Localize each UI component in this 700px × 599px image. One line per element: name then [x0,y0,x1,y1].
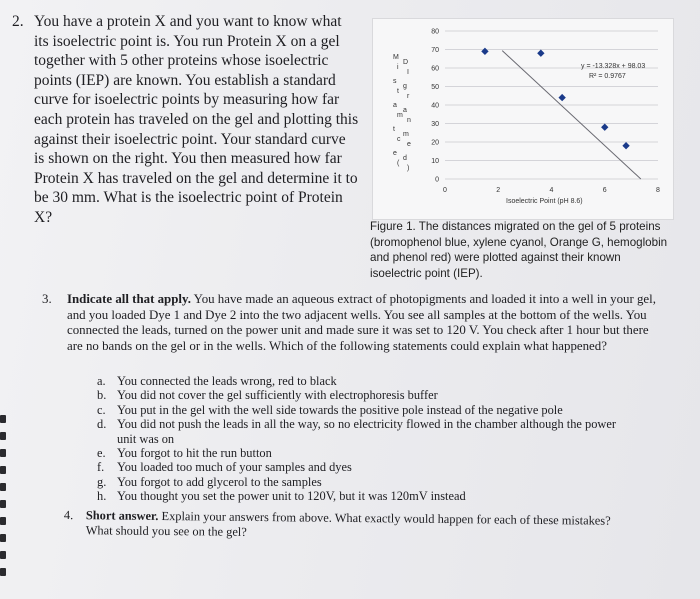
chart-y-axis-label [393,54,411,172]
chart-y-tick-label: 30 [431,121,439,128]
chart-y-axis-label-glyph: M [393,54,399,61]
option-text: You loaded too much of your samples and dyes [117,460,352,475]
option-letter: d. [97,417,107,432]
chart-y-axis-label-glyph: ( [397,160,400,167]
chart-y-axis-label-glyph: a [403,107,407,114]
chart-y-axis-label-glyph: m [397,112,403,119]
chart-data-point [601,124,608,131]
option-letter: a. [97,374,106,388]
chart-y-tick-label: 0 [435,176,439,184]
question-3-options [97,374,617,504]
chart-x-axis-label: Isoelectric Point (pH 8.6) [506,198,583,205]
option-text: You did not cover the gel sufficiently with electrophoresis buffer [117,388,438,403]
option-letter: h. [97,489,107,504]
figure-caption: Figure 1. The distances migrated on the gel of 5 proteins (bromophenol blue, xylene cyanol, Orange G, hemoglobin and phenol red) were plotted against their known isoelectric point (IEP). [370,220,668,280]
question-3-text: You have made an aqueous extract of photopigments and loaded it into a well in your gel, and you loaded Dye 1 and Dye 2 into the two adjacent wells. You see all samples at the bottom of the wells. You connected the leads, turned on the power unit and made sure it was set to 120 V. You check after 1 hour but there are no bands on the gel or in the wells. Which of the following statements could explain what happened? [67,292,656,353]
question-4 [63,508,634,539]
option-letter: b. [97,388,107,403]
chart-x-tick-label: 4 [549,187,554,194]
question-3-body [67,292,662,354]
chart-y-axis-label-glyph: a [393,102,397,109]
chart-y-axis-label-glyph: m [403,131,409,138]
standard-curve-chart [372,18,674,220]
option-text: You did not push the leads in all the way, so no electricity flowed in the chamber although the power unit was on [117,417,616,446]
chart-y-axis-label-glyph: ) [407,165,410,172]
chart-y-axis-label-glyph: i [397,64,399,71]
chart-y-tick-label: 10 [431,158,439,165]
chart-y-axis-label-glyph: g [403,83,407,90]
binder-holes [0,415,6,585]
chart-x-ticks [443,187,660,194]
option-text: You forgot to add glycerol to the samples [117,474,322,489]
chart-y-axis-label-glyph: e [393,150,397,157]
chart-y-axis-label-glyph: c [397,136,401,143]
chart-x-tick-label: 8 [656,187,660,194]
chart-y-tick-label: 80 [431,28,439,36]
option-letter: c. [97,402,106,417]
chart-y-axis-label-glyph: n [407,117,411,124]
option-h [97,489,617,503]
option-text: You forgot to hit the run button [117,446,272,461]
chart-y-axis-label-glyph: t [393,126,395,133]
option-text: You put in the gel with the well side towards the positive pole instead of the negative pole [117,402,563,417]
option-e [97,446,617,460]
option-letter: f. [97,460,105,475]
chart-data-point [537,50,544,57]
option-letter: e. [97,446,106,461]
chart-data-point [558,94,565,101]
option-b [97,388,617,402]
chart-r-squared: R² = 0.9767 [589,73,626,80]
question-4-lead: Short answer. [85,508,159,523]
option-f [97,460,617,474]
chart-x-tick-label: 6 [602,187,607,194]
chart-y-tick-label: 20 [431,139,439,147]
chart-y-axis-label-glyph: t [397,88,399,95]
chart-y-axis-label-glyph: d [403,155,407,162]
chart-y-tick-label: 70 [431,47,439,54]
chart-y-tick-label: 40 [431,102,439,110]
question-4-body [86,508,634,543]
chart-gridlines [445,31,658,179]
question-2-number: 2. [12,13,24,30]
chart-y-axis-label-glyph: r [407,93,410,100]
chart-x-tick-label: 0 [443,187,447,194]
option-g [97,475,617,489]
question-3-lead: Indicate all that apply. [67,292,191,306]
option-text: You thought you set the power unit to 120V, but it was 120mV instead [117,489,466,504]
chart-y-tick-label: 50 [431,84,439,91]
chart-y-axis-label-glyph: e [407,141,411,148]
chart-trendline-equation: y = -13.328x + 98.03 [581,63,646,70]
chart-data-point [481,48,488,55]
chart-data-point [622,142,629,149]
question-3-number: 3. [42,292,52,306]
option-a [97,374,617,388]
option-d [97,417,617,446]
chart-x-tick-label: 2 [496,187,501,194]
chart-y-ticks [431,29,439,184]
chart-y-axis-label-glyph: I [407,69,409,76]
chart-y-axis-label-glyph: D [403,59,409,66]
chart-y-axis-label-glyph: s [393,78,397,85]
option-c [97,403,617,417]
question-4-number: 4. [63,508,74,523]
option-text: You connected the leads wrong, red to black [117,374,337,388]
chart-svg [373,19,673,219]
option-letter: g. [97,474,107,489]
question-2-text: You have a protein X and you want to know what its isoelectric point is. You run Protein X on a gel together with 5 other proteins whose isoelectric points (IEP) are known. You establish a standard curve for isoelectric points by measuring how far each protein has traveled on the gel and plotting this against their isoelectric point. Your standard curve is shown on the right. You then measured how far Protein X has traveled on the gel and determine it to be 30 mm. What is the isoelectric point of Protein X? [34,13,359,226]
chart-y-tick-label: 60 [431,65,439,73]
question-4-text: Explain your answers from above. What exactly would happen for each of these mistakes? What should you see on the gel? [85,509,611,539]
